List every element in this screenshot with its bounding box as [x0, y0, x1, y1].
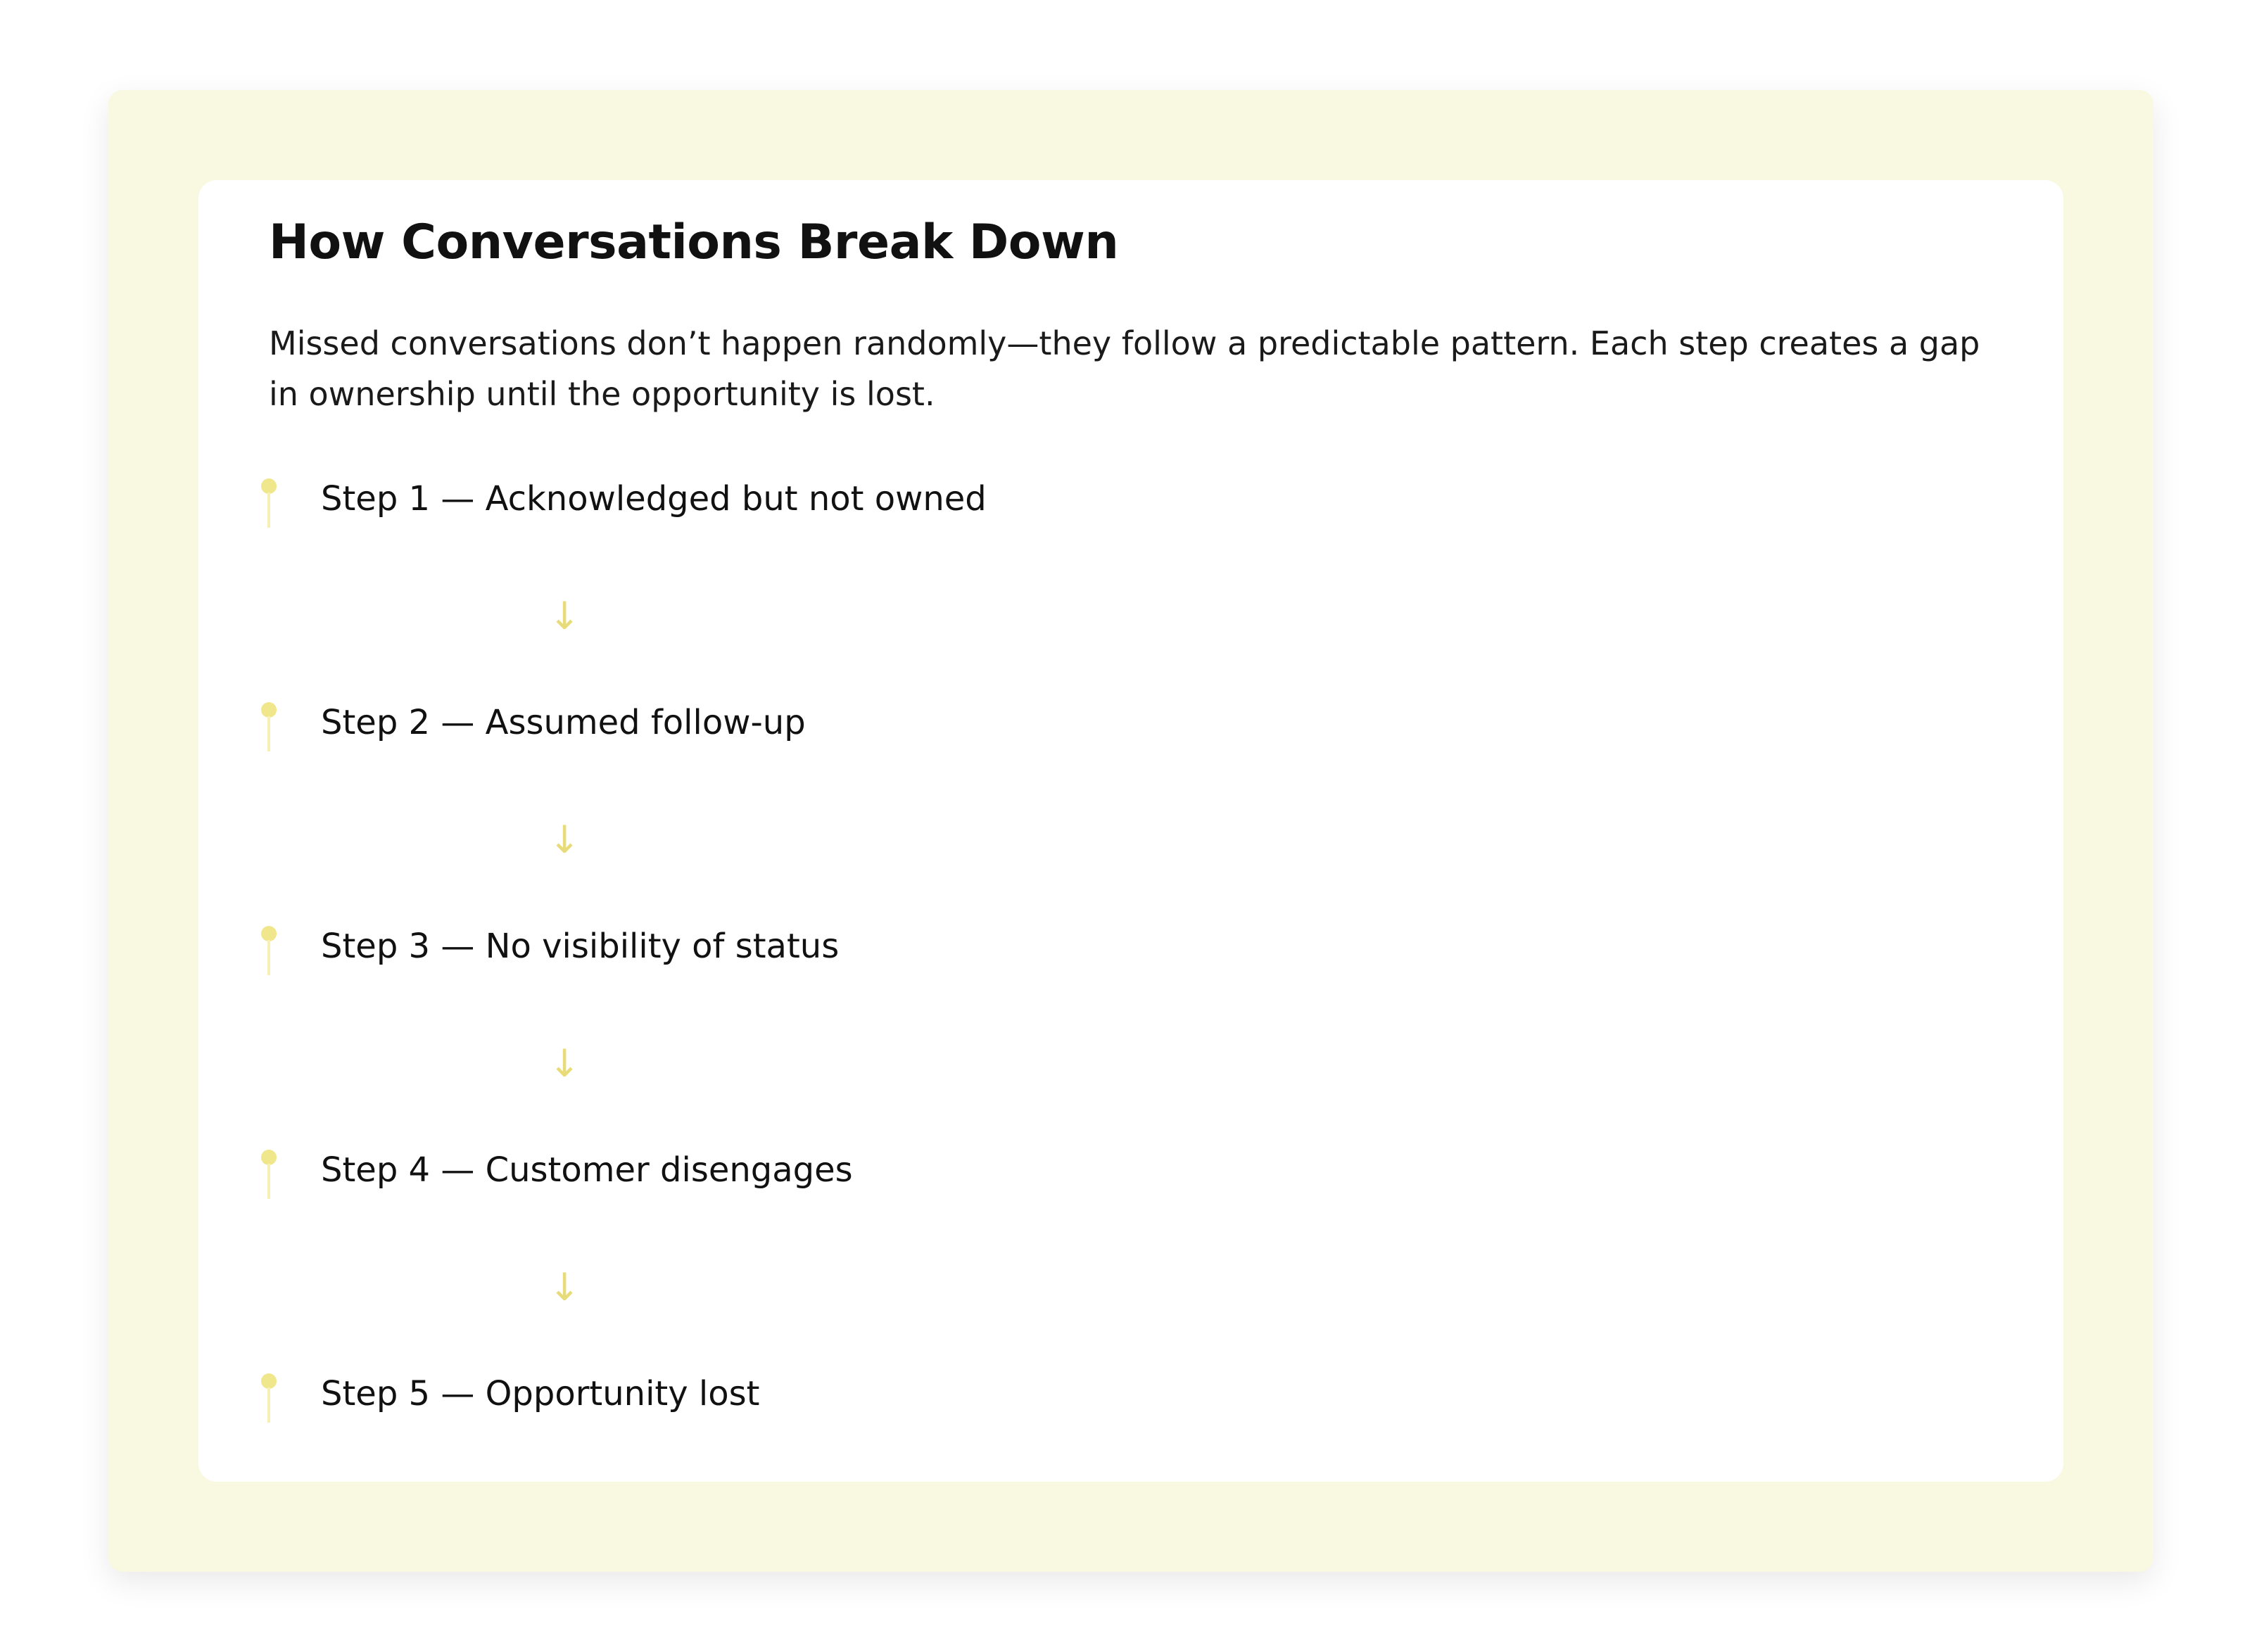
step-2: [256, 701, 1382, 764]
step-label: Step 4 — Customer disengages: [321, 1150, 853, 1190]
step-4: [256, 1148, 1382, 1212]
step-label: Step 2 — Assumed follow-up: [321, 703, 806, 742]
step-5: [256, 1372, 1382, 1435]
step-label: Step 3 — No visibility of status: [321, 927, 840, 966]
step-marker-icon: [256, 1372, 282, 1435]
arrow-down-icon: ↓: [548, 1265, 581, 1309]
content-card: [198, 180, 2063, 1482]
arrow-down-icon: ↓: [548, 818, 581, 862]
arrow-down-icon: ↓: [548, 1041, 581, 1086]
step-label: Step 5 — Opportunity lost: [321, 1374, 760, 1413]
step-label: Step 1 — Acknowledged but not owned: [321, 479, 987, 519]
step-marker-icon: [256, 1148, 282, 1212]
step-marker-icon: [256, 701, 282, 764]
intro-paragraph: Missed conversations don’t happen randomly—they follow a predictable pattern. Each step creates a gap in ownership until the opportunity is lost.: [269, 324, 1980, 413]
step-marker-icon: [256, 477, 282, 540]
step-marker-icon: [256, 925, 282, 988]
outer-panel: [108, 90, 2153, 1572]
arrow-down-icon: ↓: [548, 594, 581, 638]
page-title: How Conversations Break Down: [269, 215, 1119, 270]
step-1: [256, 477, 1382, 540]
step-3: [256, 925, 1382, 988]
